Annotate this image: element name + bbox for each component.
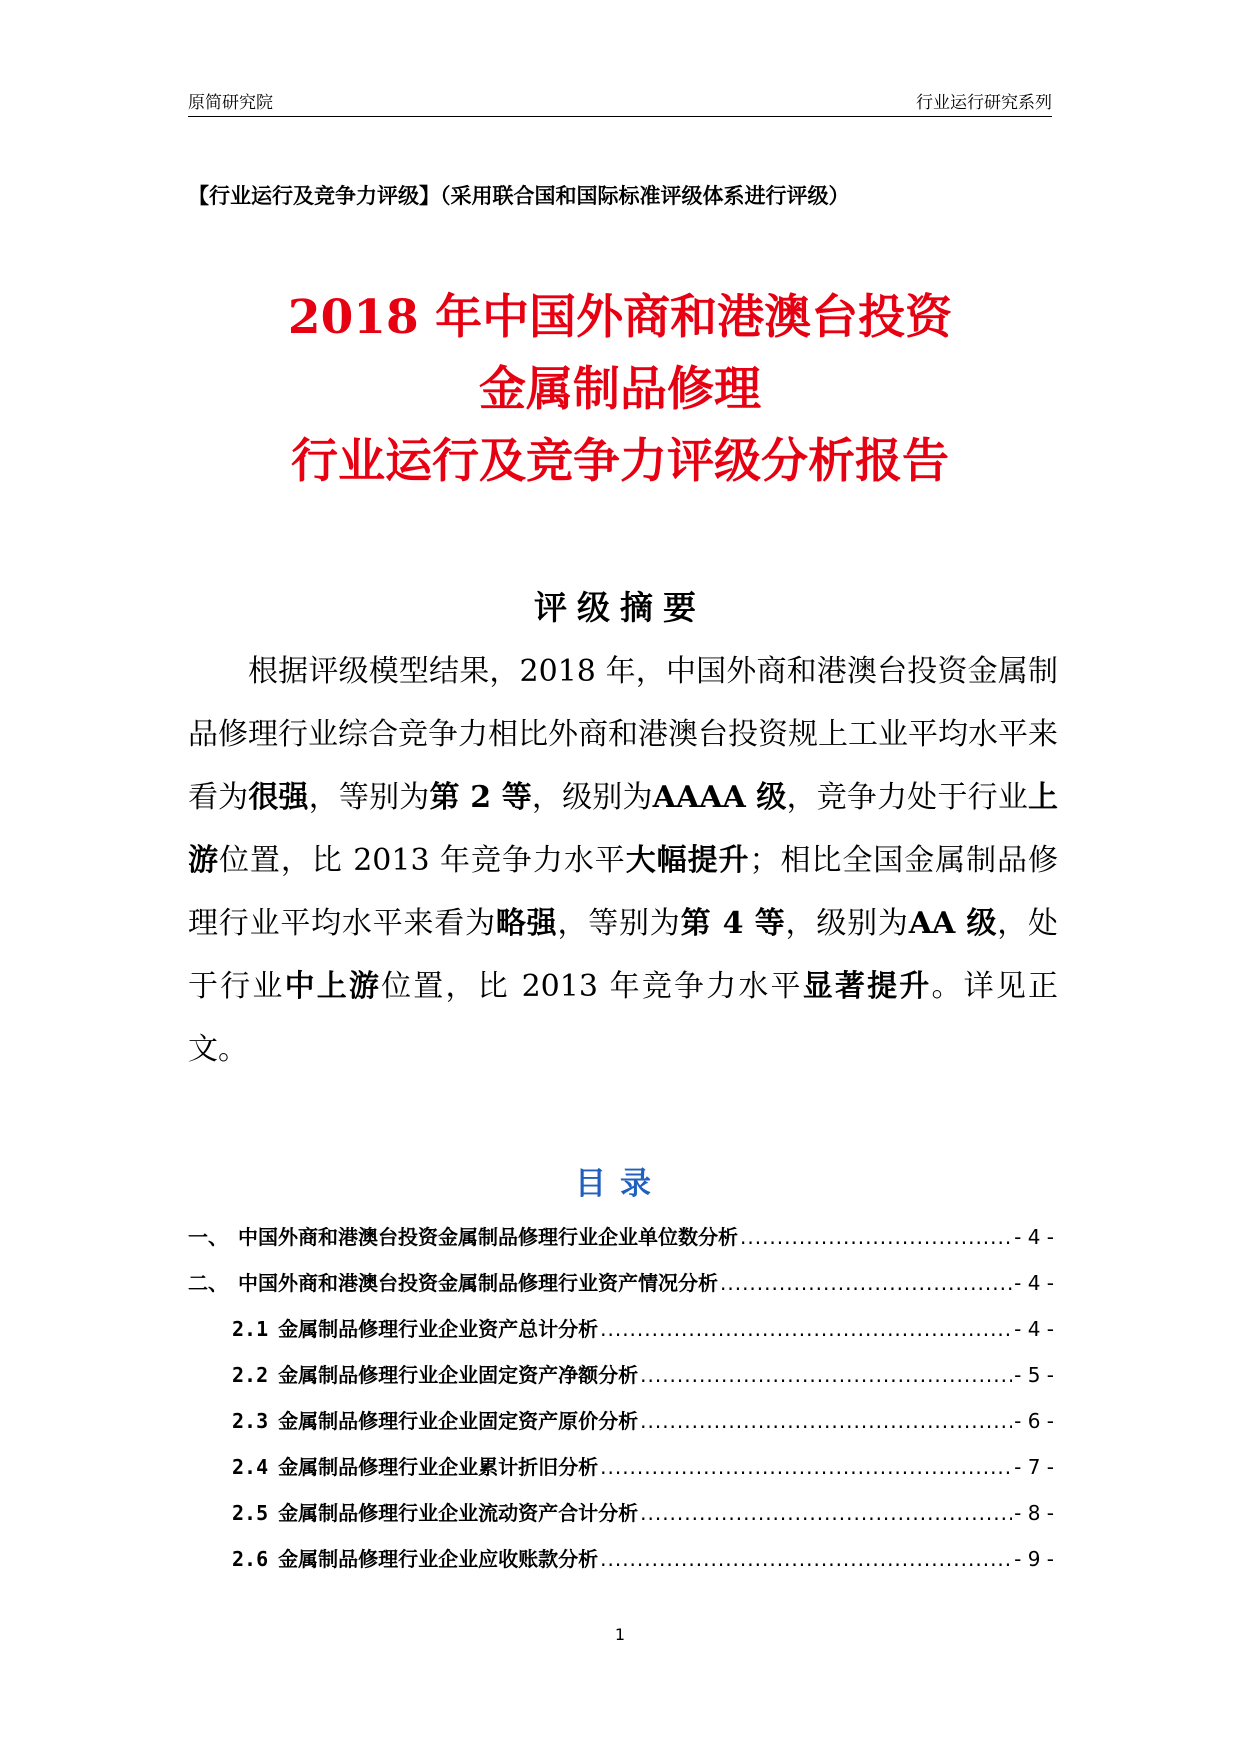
title-line-3: 行业运行及竞争力评级分析报告 [291,434,949,489]
summary-text: ；相比全国金属制品修理行业平均水平来看为 [188,843,1059,941]
page-number: 1 [614,1625,626,1644]
toc-item-text: 金属制品修理行业企业流动资产合计分析 [278,1501,639,1525]
toc-dot-leader [740,1214,1012,1260]
summary-highlight: 显著提升 [802,969,932,1004]
summary-body [188,640,1058,1081]
toc-item-text: 金属制品修理行业企业资产总计分析 [278,1317,599,1341]
toc-heading: 目录 [575,1166,665,1202]
toc-item-number: 2.4 [232,1455,269,1479]
summary-text: ，级别为 [531,780,653,815]
summary-text: 。详见正文。 [188,969,1059,1067]
toc-item[interactable] [188,1398,1054,1444]
summary-highlight: 中上游 [284,969,382,1004]
toc-item[interactable] [188,1490,1054,1536]
summary-text: ，等别为 [308,780,430,815]
toc-item-number: 2.2 [232,1363,269,1387]
report-title [0,282,1240,498]
summary-text: ，处于行业 [188,906,1059,1004]
summary-highlight: AA 级 [908,906,998,941]
summary-highlight: 很强 [248,780,309,815]
summary-text: ，等别为 [557,906,681,941]
header-org: 原简研究院 [188,93,273,113]
toc-item-number: 2.1 [232,1317,269,1341]
page-header [188,88,1052,117]
toc-item[interactable] [188,1352,1054,1398]
summary-highlight: 略强 [495,906,558,941]
toc-item-text: 金属制品修理行业企业固定资产原价分析 [278,1409,639,1433]
toc-dot-leader [600,1306,1012,1352]
toc-item-page: - 5 - [1014,1363,1054,1387]
summary-text: 位置，比 2013 年竞争力水平 [218,843,626,878]
title-line-1: 2018 年中国外商和港澳台投资 [287,290,953,345]
toc-item-number: 2.5 [232,1501,269,1525]
toc-item-page: - 4 - [1014,1271,1054,1295]
toc-item-page: - 4 - [1014,1317,1054,1341]
toc-item-number: 一、 [188,1225,228,1249]
toc-dot-leader [640,1398,1012,1444]
header-series: 行业运行研究系列 [916,93,1052,113]
summary-text: ，级别为 [785,906,909,941]
summary-highlight: 上游 [188,780,1058,878]
title-line-2: 金属制品修理 [479,362,761,417]
rating-note: 【行业运行及竞争力评级】（采用联合国和国际标准评级体系进行评级） [188,184,850,208]
toc-item[interactable] [188,1306,1054,1352]
toc-item-number: 二、 [188,1271,228,1295]
toc-item-text: 中国外商和港澳台投资金属制品修理行业资产情况分析 [238,1271,718,1295]
toc-item-page: - 7 - [1014,1455,1054,1479]
toc-item-text: 金属制品修理行业企业累计折旧分析 [278,1455,599,1479]
toc-item-text: 金属制品修理行业企业应收账款分析 [278,1547,599,1571]
toc-dot-leader [720,1260,1012,1306]
toc-dot-leader [640,1352,1012,1398]
table-of-contents [188,1214,1054,1582]
toc-item-page: - 6 - [1014,1409,1054,1433]
summary-heading: 评级摘要 [534,588,706,627]
toc-item-text: 金属制品修理行业企业固定资产净额分析 [278,1363,639,1387]
toc-dot-leader [640,1490,1012,1536]
toc-item-number: 2.6 [232,1547,269,1571]
toc-item[interactable] [188,1214,1054,1260]
toc-dot-leader [600,1444,1012,1490]
summary-highlight: AAAA 级 [652,780,787,815]
toc-item-number: 2.3 [232,1409,269,1433]
summary-highlight: 第 2 等 [429,780,532,815]
toc-item[interactable] [188,1260,1054,1306]
summary-highlight: 大幅提升 [625,843,750,878]
toc-item-page: - 8 - [1014,1501,1054,1525]
summary-highlight: 第 4 等 [680,906,786,941]
toc-item[interactable] [188,1444,1054,1490]
toc-item-text: 中国外商和港澳台投资金属制品修理行业企业单位数分析 [238,1225,738,1249]
toc-item-page: - 4 - [1014,1225,1054,1249]
summary-text: ，竞争力处于行业 [786,780,1028,815]
summary-text: 根据评级模型结果，2018 年，中国外商和港澳台投资金属制品修理行业综合竞争力相比外商和港澳台投资规上工业平均水平来看为 [188,654,1058,815]
toc-item-page: - 9 - [1014,1547,1054,1571]
summary-paragraph [188,640,1058,1081]
summary-text: 位置，比 2013 年竞争力水平 [381,969,803,1004]
toc-dot-leader [600,1536,1012,1582]
toc-item[interactable] [188,1536,1054,1582]
